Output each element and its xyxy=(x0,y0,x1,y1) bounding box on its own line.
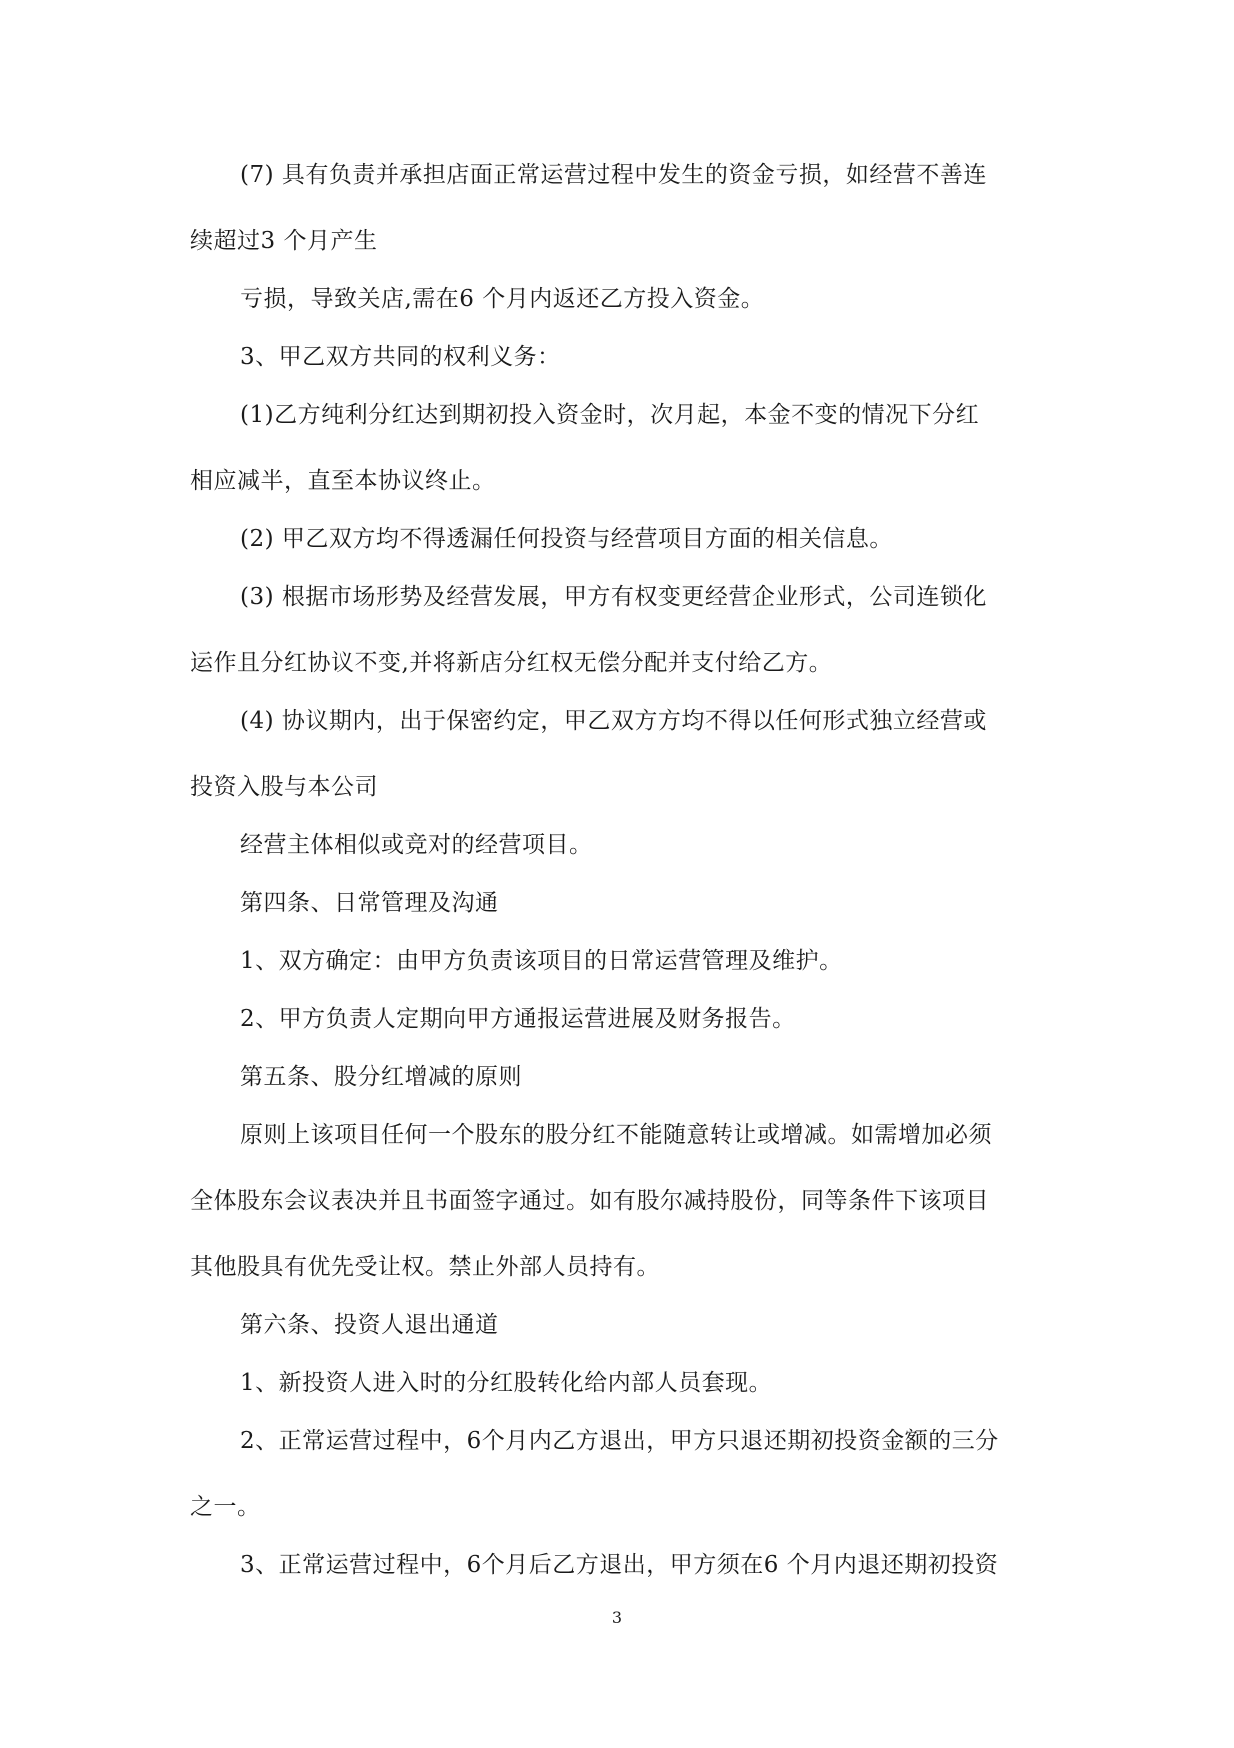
paragraph-line: (2) 甲乙双方均不得透漏任何投资与经营项目方面的相关信息。 xyxy=(240,526,893,552)
paragraph-line: 之一。 xyxy=(190,1494,261,1520)
paragraph-line: 经营主体相似或竞对的经营项目。 xyxy=(240,832,593,858)
paragraph-line: 投资入股与本公司 xyxy=(190,774,378,800)
page-number: 3 xyxy=(611,1608,623,1627)
paragraph-line: 续超过3 个月产生 xyxy=(190,228,378,254)
paragraph-line: 1、双方确定：由甲方负责该项目的日常运营管理及维护。 xyxy=(240,948,843,974)
paragraph-line: 原则上该项目任何一个股东的股分红不能随意转让或增减。如需增加必须 xyxy=(240,1122,992,1148)
paragraph-line: (4) 协议期内，出于保密约定，甲乙双方方均不得以任何形式独立经营或 xyxy=(240,708,987,734)
paragraph-line: 运作且分红协议不变,并将新店分红权无偿分配并支付给乙方。 xyxy=(190,650,833,676)
paragraph-line: 2、甲方负责人定期向甲方通报运营进展及财务报告。 xyxy=(240,1006,796,1032)
section-heading: 第五条、股分红增减的原则 xyxy=(240,1064,522,1090)
paragraph-line: 2、正常运营过程中，6个月内乙方退出，甲方只退还期初投资金额的三分 xyxy=(240,1428,999,1454)
paragraph-line: (7) 具有负责并承担店面正常运营过程中发生的资金亏损，如经营不善连 xyxy=(240,162,987,188)
paragraph-line: (1)乙方纯利分红达到期初投入资金时，次月起，本金不变的情况下分红 xyxy=(240,402,980,428)
paragraph-line: 亏损，导致关店,需在6 个月内返还乙方投入资金。 xyxy=(240,286,765,312)
paragraph-line: (3) 根据市场形势及经营发展，甲方有权变更经营企业形式，公司连锁化 xyxy=(240,584,987,610)
section-heading: 第四条、日常管理及沟通 xyxy=(240,890,499,916)
paragraph-line: 全体股东会议表决并且书面签字通过。如有股尔减持股份，同等条件下该项目 xyxy=(190,1188,989,1214)
paragraph-line: 1、新投资人进入时的分红股转化给内部人员套现。 xyxy=(240,1370,773,1396)
paragraph-line: 3、甲乙双方共同的权利义务： xyxy=(240,344,561,370)
section-heading: 第六条、投资人退出通道 xyxy=(240,1312,499,1338)
paragraph-line: 其他股具有优先受让权。禁止外部人员持有。 xyxy=(190,1254,660,1280)
paragraph-line: 3、正常运营过程中，6个月后乙方退出，甲方须在6 个月内退还期初投资 xyxy=(240,1552,999,1578)
paragraph-line: 相应减半，直至本协议终止。 xyxy=(190,468,496,494)
